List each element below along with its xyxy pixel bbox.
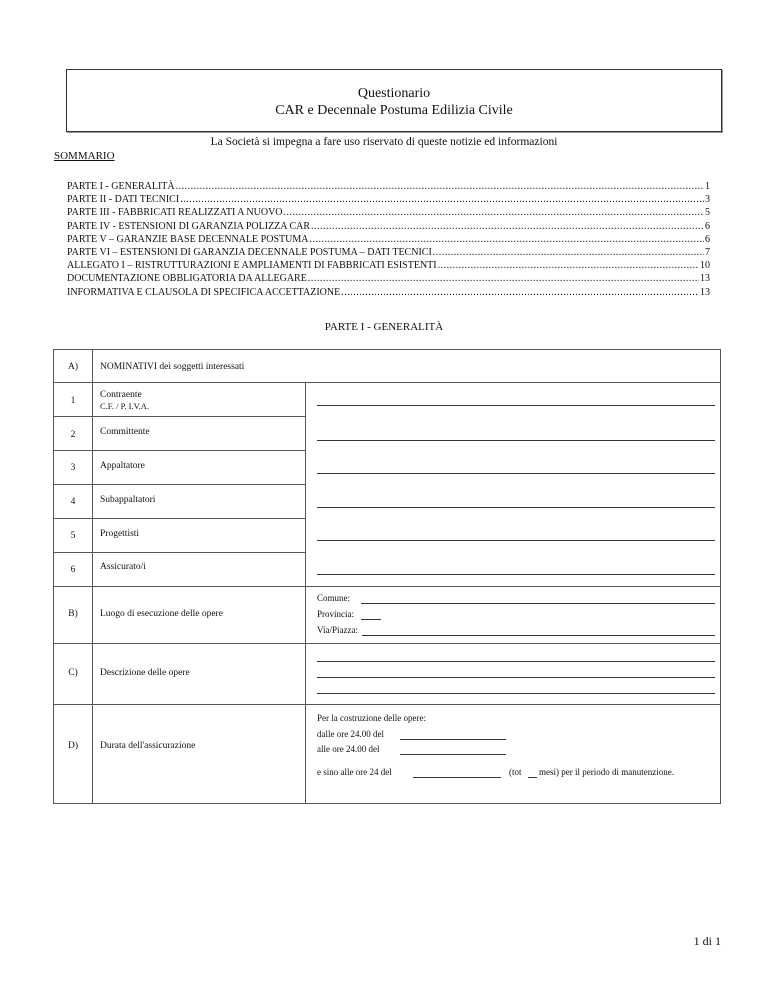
toc-entry-page: 13: [700, 273, 710, 285]
toc-entry-page: 3: [705, 194, 710, 206]
row-divider: [54, 643, 720, 644]
section-a-title: NOMINATIVI dei soggetti interessati: [100, 362, 245, 372]
progettisti-label: Progettisti: [100, 529, 140, 539]
manutenzione-tot-label: (tot: [509, 767, 522, 777]
contraente-sublabel: C.F. / P. I.V.A.: [100, 401, 149, 411]
section-d-title: Durata dell'assicurazione: [100, 741, 196, 751]
row-divider: [54, 416, 305, 417]
sommario-heading: SOMMARIO: [54, 150, 115, 162]
durata-from-input-line[interactable]: [400, 739, 506, 740]
manutenzione-prefix: e sino alle ore 24 del: [317, 767, 392, 777]
toc-leader: [308, 272, 699, 285]
page-number: 1 di 1: [693, 934, 721, 948]
committente-label: Committente: [100, 427, 150, 437]
row-divider: [54, 518, 305, 519]
row-number: 2: [70, 430, 76, 440]
section-a-letter: A): [67, 362, 79, 372]
toc-entry[interactable]: [67, 193, 710, 206]
row-divider: [54, 586, 720, 587]
row-number: 6: [70, 565, 76, 575]
toc-leader: [180, 193, 704, 206]
toc-entry-title: INFORMATIVA E CLAUSOLA DI SPECIFICA ACCETTAZIONE: [67, 286, 341, 298]
row-divider: [54, 552, 305, 553]
toc-leader: [309, 233, 704, 246]
row-divider: [54, 450, 305, 451]
toc-entry[interactable]: [67, 220, 710, 233]
section-c-letter: C): [68, 668, 78, 678]
via-label: Via/Piazza:: [317, 625, 358, 635]
part-heading: PARTE I - GENERALITÀ: [324, 321, 444, 333]
appaltatore-input-line[interactable]: [317, 473, 715, 474]
toc-entry[interactable]: [67, 206, 710, 219]
comune-label: Comune:: [317, 593, 350, 603]
toc-entry-page: 7: [705, 246, 710, 258]
committente-input-line[interactable]: [317, 440, 715, 441]
toc-entry-title: DOCUMENTAZIONE OBBLIGATORIA DA ALLEGARE: [67, 273, 307, 285]
progettisti-input-line[interactable]: [317, 540, 715, 541]
toc-entry-title: PARTE II - DATI TECNICI: [67, 194, 180, 206]
row-number: 5: [70, 531, 76, 541]
toc-entry-page: 6: [705, 220, 710, 232]
toc-entry[interactable]: [67, 180, 710, 193]
privacy-notice: La Società si impegna a fare uso riservato di queste notizie ed informazioni: [210, 136, 558, 148]
section-b-letter: B): [68, 609, 78, 619]
toc-entry-title: PARTE III - FABBRICATI REALIZZATI A NUOVO: [67, 207, 283, 219]
subappaltatori-input-line[interactable]: [317, 507, 715, 508]
toc-entry[interactable]: [67, 246, 710, 259]
toc-entry-page: 5: [705, 207, 710, 219]
assicurato-input-line[interactable]: [317, 574, 715, 575]
toc-entry-page: 6: [705, 233, 710, 245]
contraente-label: [100, 390, 149, 411]
provincia-input-line[interactable]: [361, 619, 381, 620]
toc-entry[interactable]: [67, 233, 710, 246]
title-box: [66, 69, 722, 132]
toc-entry-page: 10: [700, 260, 710, 272]
toc-entry[interactable]: [67, 259, 710, 272]
appaltatore-label: Appaltatore: [100, 461, 145, 471]
toc-leader: [438, 259, 699, 272]
row-divider: [54, 382, 720, 383]
contraente-label-text: Contraente: [100, 390, 142, 400]
row-divider: [54, 704, 720, 705]
toc-entry-title: ALLEGATO I – RISTRUTTURAZIONI E AMPLIAMENTI DI FABBRICATI ESISTENTI: [67, 260, 437, 272]
durata-from-label: dalle ore 24.00 del: [317, 729, 384, 739]
toc-leader: [311, 220, 704, 233]
provincia-label: Provincia:: [317, 609, 354, 619]
section-b-title: Luogo di esecuzione delle opere: [100, 609, 223, 619]
manutenzione-suffix: mesi) per il periodo di manutenzione.: [539, 767, 674, 777]
generalita-form: [53, 349, 721, 804]
column-divider: [92, 350, 93, 803]
document-title: Questionario: [357, 86, 431, 101]
manutenzione-mesi-input-line[interactable]: [528, 777, 537, 778]
comune-input-line[interactable]: [361, 603, 715, 604]
toc-leader: [433, 246, 704, 259]
toc-entry-page: 1: [705, 181, 710, 192]
toc-entry-title: PARTE V – GARANZIE BASE DECENNALE POSTUMA: [67, 233, 309, 245]
assicurato-label: Assicurato/i: [100, 562, 146, 572]
table-of-contents: [67, 180, 710, 299]
descrizione-input-line[interactable]: [317, 693, 715, 694]
durata-intro: Per la costruzione delle opere:: [317, 713, 426, 723]
descrizione-input-line[interactable]: [317, 677, 715, 678]
row-number: 3: [70, 463, 76, 473]
durata-to-input-line[interactable]: [400, 754, 506, 755]
toc-leader: [176, 180, 704, 193]
column-divider: [305, 382, 306, 803]
toc-entry-title: PARTE I - GENERALITÀ: [67, 181, 175, 192]
row-divider: [54, 484, 305, 485]
toc-entry-title: PARTE IV - ESTENSIONI DI GARANZIA POLIZZA CAR: [67, 220, 311, 232]
section-d-letter: D): [67, 741, 79, 751]
row-number: 1: [70, 396, 76, 406]
contraente-input-line[interactable]: [317, 405, 715, 406]
toc-entry[interactable]: [67, 272, 710, 285]
descrizione-input-line[interactable]: [317, 661, 715, 662]
subappaltatori-label: Subappaltatori: [100, 495, 156, 505]
durata-to-label: alle ore 24.00 del: [317, 744, 380, 754]
toc-leader: [284, 206, 704, 219]
toc-entry-page: 13: [700, 286, 710, 298]
via-input-line[interactable]: [362, 635, 715, 636]
manutenzione-date-input-line[interactable]: [413, 777, 501, 778]
toc-entry-title: PARTE VI – ESTENSIONI DI GARANZIA DECENNALE POSTUMA – DATI TECNICI: [67, 246, 432, 258]
toc-leader: [341, 286, 699, 299]
section-c-title: Descrizione delle opere: [100, 668, 190, 678]
document-subtitle: CAR e Decennale Postuma Edilizia Civile: [275, 103, 513, 118]
toc-entry[interactable]: [67, 286, 710, 299]
row-number: 4: [70, 497, 76, 507]
